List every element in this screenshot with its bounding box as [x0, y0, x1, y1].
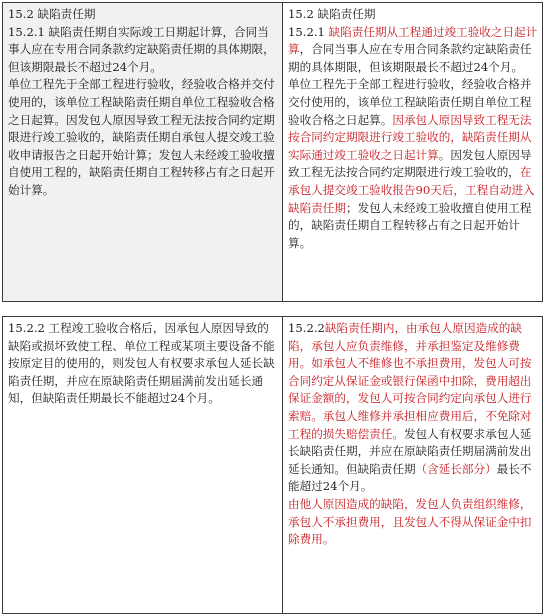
clause-text: 。因发包人原因导致工程无法按合同约定期限进行竣工验收的， — [288, 147, 532, 180]
highlighted-change: 因承包人原因导致工程无法按合同约定期限进行竣工验收的，缺陷责任期从实际通过竣工验收之日起计算 — [288, 112, 532, 162]
highlighted-change: （含延长部分） — [415, 461, 497, 476]
third-party-defect-paragraph: 由他人原因造成的缺陷，发包人负责组织维修，承包人不承担费用，且发包人不得从保证金中扣除费用。 — [288, 496, 532, 547]
unit-works-paragraph: 单位工程先于全部工程进行验收，经验收合格并交付使用的，该单位工程缺陷责任期自单位工程验收合格之日起算。因发包人原因导致工程无法按合同约定期限进行竣工验收的，缺陷责任期自承包人提交竣工验收申请报告之日起开始计算；发包人未经竣工验收擅自使用工程的，缺陷责任期自工程转移占有之日起开始计算。 — [8, 77, 275, 197]
section-heading: 15.2 缺陷责任期 — [288, 7, 376, 21]
highlighted-change: 在承包人提交竣工验收报告90天后，工程自动进入缺陷责任期 — [288, 165, 535, 215]
comparison-table-1 — [2, 2, 543, 302]
unit-works-paragraph — [288, 76, 538, 252]
revised-clause-cell — [283, 3, 542, 301]
clause-15-2-1-text: 15.2.1 缺陷责任期自实际竣工日期起计算，合同当事人应在专用合同条款约定缺陷责任期的具体期限，但该期限最长不超过24个月。 — [8, 24, 275, 74]
comparison-table-2 — [2, 316, 543, 614]
highlighted-change: 缺陷责任期内，由承包人原因造成的缺陷，承包人应负责维修，并承担鉴定及维修费用。如承包人不维修也不承担费用，发包人可按合同约定从保证金或银行保函中扣除，费用超出保证金额的，发包人可按合同约定向承包人进行索赔。承包人维修并承担相应费用后，不免除对工程的损失赔偿责任。 — [288, 321, 532, 441]
section-heading: 15.2 缺陷责任期 — [8, 7, 96, 21]
clause-15-2-2-text: 15.2.2 工程竣工验收合格后，因承包人原因导致的缺陷或损坏致使工程、单位工程或某项主要设备不能按原定目的使用的，则发包人有权要求承包人延长缺陷责任期，并应在原缺陷责任期届满前发出延长通知，但缺陷责任期最长不能超过24个月。 — [8, 321, 275, 406]
clause-text: ；发包人未经竣工验收擅自使用工程的，缺陷责任期自工程转移占有之日起开始计算。 — [288, 200, 532, 250]
clause-text: 单位工程先于全部工程进行验收，经验收合格并交付使用的，该单位工程缺陷责任期自单位工程验收合格之日起算。 — [288, 77, 532, 127]
clause-number: 15.2.2 — [288, 321, 325, 335]
original-clause-cell — [3, 317, 283, 613]
clause-15-2-1-text — [288, 24, 538, 77]
clause-text: ，合同当事人应在专用合同条款约定缺陷责任期的具体期限，但该期限最长不超过24个月。 — [288, 42, 532, 74]
clause-text: 发包人有权要求承包人延长缺陷责任期，并应在原缺陷责任期届满前发出延长通知。但缺陷责任期 — [288, 426, 532, 476]
clause-number: 15.2.1 — [288, 24, 329, 39]
revised-clause-cell — [283, 317, 542, 613]
original-clause-cell — [3, 3, 283, 301]
clause-15-2-2-text — [288, 320, 538, 496]
clause-text: 最长不能超过24个月。 — [288, 461, 532, 494]
highlighted-change: 缺陷责任期从工程通过竣工验收之日起计算 — [288, 24, 538, 57]
